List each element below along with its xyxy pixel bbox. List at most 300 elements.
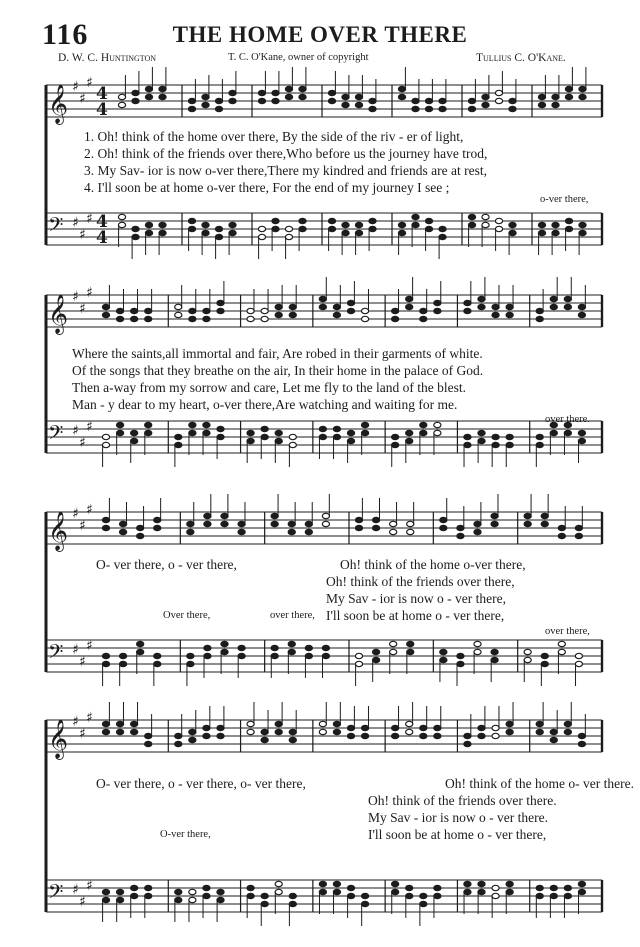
note-head [175,304,182,309]
note-head [412,98,419,103]
note-head [204,645,211,650]
note-head [578,881,585,886]
note-head [131,316,138,321]
note-head [342,230,349,235]
note-head [288,529,295,534]
note-head [392,434,399,439]
note-head [495,98,502,103]
note-head [322,645,329,650]
sharp-icon: ♯ [86,502,93,518]
note-head [406,729,413,734]
note-head [369,218,376,223]
note-head [102,434,109,439]
note-head [258,226,265,231]
note-head [439,226,446,231]
sharp-icon: ♯ [72,423,79,439]
note-head [299,218,306,223]
sharp-icon: ♯ [72,714,79,730]
note-head [524,521,531,526]
sharp-icon: ♯ [79,91,86,107]
note-head [558,641,565,646]
note-head [189,897,196,902]
note-head [361,316,368,321]
sharp-icon: ♯ [72,882,79,898]
note-head [564,885,571,890]
note-head [347,308,354,313]
note-head [102,525,109,530]
note-head [536,885,543,890]
note-head [102,897,109,902]
note-head [355,653,362,658]
stanza-2-line-1: 2. Oh! think of the friends over there,Who before us the journey have trod, [84,146,488,161]
note-head [229,222,236,227]
note-head [145,308,152,313]
note-head [412,214,419,219]
note-head [536,729,543,734]
sharp-icon: ♯ [86,211,93,227]
note-head [464,741,471,746]
note-head [420,308,427,313]
note-head [420,430,427,435]
note-head [132,226,139,231]
note-head [434,725,441,730]
note-head [272,90,279,95]
treble-clef-icon: 𝄞 [48,84,69,124]
note-head [202,222,209,227]
note-head [564,304,571,309]
note-head [258,98,265,103]
note-head [347,725,354,730]
refrain1-verse-3: My Sav - ior is now o - ver there, [326,591,506,606]
note-head [333,434,340,439]
note-head [271,513,278,518]
note-head [289,442,296,447]
note-head [524,649,531,654]
note-head [372,649,379,654]
note-head [361,725,368,730]
note-head [289,312,296,317]
note-head [261,434,268,439]
note-head [333,729,340,734]
note-head [272,98,279,103]
note-head [319,721,326,726]
sharp-icon: ♯ [72,642,79,658]
note-head [398,94,405,99]
note-head [550,430,557,435]
note-head [285,234,292,239]
note-head [102,312,109,317]
note-head [131,885,138,890]
treble-staff [46,494,602,552]
sharp-icon: ♯ [79,435,86,451]
refrain2-verse-4: I'll soon be at home o - ver there, [368,827,547,842]
note-head [478,733,485,738]
note-head [288,641,295,646]
note-head [271,653,278,658]
note-head [275,889,282,894]
note-head [175,434,182,439]
note-head [203,885,210,890]
note-head [575,525,582,530]
note-head [217,725,224,730]
music-system-3 [0,500,640,700]
note-head [564,721,571,726]
note-head [102,442,109,447]
note-head [392,725,399,730]
note-head [347,733,354,738]
note-head [579,94,586,99]
note-head [347,300,354,305]
note-head [474,641,481,646]
note-head [189,737,196,742]
sharp-icon: ♯ [79,227,86,243]
note-head [116,430,123,435]
note-head [305,653,312,658]
note-head [506,881,513,886]
note-head [541,653,548,658]
note-head [328,218,335,223]
note-head [204,513,211,518]
note-head [203,733,210,738]
note-head [495,90,502,95]
note-head [541,661,548,666]
note-head [221,513,228,518]
note-head [434,733,441,738]
note-head [506,434,513,439]
treble-clef-icon: 𝄞 [48,719,69,759]
note-head [425,106,432,111]
note-head [261,901,268,906]
note-head [137,649,144,654]
note-head [247,438,254,443]
note-head [322,521,329,526]
note-head [361,422,368,427]
note-head [506,889,513,894]
refrain1-bass-mid: over there, [270,610,315,621]
stanza-4-line-1: 4. I'll soon be at home o-ver there, For the end of my journey I see ; [84,180,450,195]
note-head [333,721,340,726]
note-head [333,426,340,431]
note-head [536,721,543,726]
note-head [175,733,182,738]
note-head [355,517,362,522]
note-head [491,521,498,526]
note-head [131,729,138,734]
note-head [536,316,543,321]
note-head [541,521,548,526]
note-head [275,881,282,886]
note-head [215,234,222,239]
note-head [275,721,282,726]
note-head [319,889,326,894]
note-head [434,308,441,313]
note-head [238,645,245,650]
sharp-icon: ♯ [86,419,93,435]
note-head [189,889,196,894]
note-head [361,733,368,738]
note-head [550,304,557,309]
note-head [275,304,282,309]
note-head [202,94,209,99]
note-head [578,733,585,738]
sharp-icon: ♯ [72,215,79,231]
note-head [464,308,471,313]
bass-echo-1: o-ver there, [540,194,589,205]
note-head [369,226,376,231]
note-head [319,729,326,734]
note-head [369,98,376,103]
note-head [392,316,399,321]
note-head [319,426,326,431]
note-head [188,226,195,231]
note-head [202,102,209,107]
note-head [229,90,236,95]
note-head [132,90,139,95]
note-head [289,304,296,309]
note-head [119,653,126,658]
note-head [188,218,195,223]
note-head [203,725,210,730]
note-head [328,226,335,231]
note-head [495,226,502,231]
note-head [116,308,123,313]
note-head [468,106,475,111]
note-head [347,885,354,890]
note-head [102,661,109,666]
note-head [420,422,427,427]
note-head [509,222,516,227]
note-head [468,222,475,227]
note-head [347,430,354,435]
note-head [420,725,427,730]
note-head [145,733,152,738]
note-head [506,312,513,317]
note-head [116,316,123,321]
note-head [258,90,265,95]
note-head [434,893,441,898]
note-head [342,102,349,107]
note-head [474,521,481,526]
note-head [333,312,340,317]
note-head [406,438,413,443]
refrain2-verse-2: Oh! think of the friends over there. [368,793,557,808]
note-head [478,438,485,443]
note-head [392,881,399,886]
note-head [440,517,447,522]
note-head [406,885,413,890]
note-head [552,230,559,235]
note-head [439,98,446,103]
note-head [203,893,210,898]
note-head [492,442,499,447]
note-head [406,893,413,898]
music-credit: Tullius C. O'Kane. [476,52,566,64]
note-head [492,312,499,317]
note-head [492,304,499,309]
treble-staff [46,702,602,760]
note-head [189,729,196,734]
note-head [457,533,464,538]
time-signature-digit: 4 [96,212,108,232]
words-credit: D. W. C. Huntington [58,52,157,64]
note-head [407,521,414,526]
note-head [299,94,306,99]
note-head [229,98,236,103]
note-head [203,308,210,313]
note-head [355,102,362,107]
note-head [288,649,295,654]
note-head [464,442,471,447]
note-head [118,102,125,107]
refrain1-verse-1: Oh! think of the home o-ver there, [340,557,526,572]
note-head [578,304,585,309]
note-head [434,300,441,305]
note-head [361,901,368,906]
note-head [131,893,138,898]
note-head [361,308,368,313]
note-head [550,737,557,742]
bass-clef-icon: 𝄢 [48,880,64,908]
note-head [187,661,194,666]
note-head [509,106,516,111]
note-head [558,525,565,530]
note-head [204,653,211,658]
note-head [215,226,222,231]
note-head [491,513,498,518]
note-head [238,653,245,658]
note-head [347,893,354,898]
note-head [175,889,182,894]
sharp-icon: ♯ [86,285,93,301]
note-head [285,226,292,231]
note-head [492,885,499,890]
note-head [102,889,109,894]
note-head [538,222,545,227]
note-head [217,308,224,313]
note-head [289,901,296,906]
note-head [247,729,254,734]
time-signature-digit: 4 [96,100,108,120]
note-head [319,434,326,439]
sharp-icon: ♯ [72,506,79,522]
stanza-3-line-2: Then a-way from my sorrow and care, Let me fly to the land of the blest. [72,380,466,395]
note-head [425,98,432,103]
note-head [238,521,245,526]
note-head [495,218,502,223]
sharp-icon: ♯ [72,289,79,305]
note-head [457,661,464,666]
note-head [482,94,489,99]
note-head [492,725,499,730]
note-head [137,533,144,538]
note-head [188,98,195,103]
note-head [412,106,419,111]
note-head [478,430,485,435]
note-head [175,312,182,317]
note-head [119,661,126,666]
note-head [145,741,152,746]
note-head [116,897,123,902]
note-head [202,230,209,235]
note-head [159,86,166,91]
note-head [536,308,543,313]
note-head [506,721,513,726]
note-head [261,316,268,321]
stanza-1-line-2: Where the saints,all immortal and fair, Are robed in their garments of white. [72,346,483,361]
note-head [299,86,306,91]
note-head [154,661,161,666]
sharp-icon: ♯ [79,301,86,317]
note-head [289,434,296,439]
note-head [420,901,427,906]
note-head [261,308,268,313]
note-head [118,94,125,99]
note-head [457,653,464,658]
note-head [275,729,282,734]
note-head [406,304,413,309]
refrain2-bass-left: O-ver there, [160,829,211,840]
note-head [579,222,586,227]
note-head [289,893,296,898]
note-head [398,222,405,227]
note-head [261,737,268,742]
note-head [118,214,125,219]
note-head [439,106,446,111]
note-head [305,645,312,650]
note-head [407,649,414,654]
bass-clef-icon: 𝄢 [48,421,64,449]
note-head [261,729,268,734]
refrain1-bass-left: Over there, [163,610,211,621]
note-head [390,529,397,534]
note-head [398,230,405,235]
time-signature-digit: 4 [96,228,108,248]
note-head [509,98,516,103]
note-head [550,729,557,734]
note-head [464,889,471,894]
note-head [145,422,152,427]
note-head [552,222,559,227]
sharp-icon: ♯ [86,878,93,894]
hymn-title: THE HOME OVER THERE [172,22,468,47]
note-head [328,90,335,95]
note-head [558,533,565,538]
note-head [524,513,531,518]
note-head [131,438,138,443]
note-head [506,442,513,447]
note-head [392,889,399,894]
note-head [187,653,194,658]
note-head [578,312,585,317]
note-head [492,893,499,898]
note-head [247,430,254,435]
note-head [425,226,432,231]
note-head [392,308,399,313]
note-head [440,649,447,654]
sharp-icon: ♯ [86,638,93,654]
note-head [565,86,572,91]
note-head [159,230,166,235]
note-head [491,649,498,654]
note-head [372,657,379,662]
sharp-icon: ♯ [86,75,93,91]
note-head [288,521,295,526]
note-head [145,222,152,227]
note-head [578,430,585,435]
stanza-4-line-2: Man - y dear to my heart, o-ver there,Are watching and waiting for me. [72,397,458,412]
note-head [175,897,182,902]
note-head [464,300,471,305]
